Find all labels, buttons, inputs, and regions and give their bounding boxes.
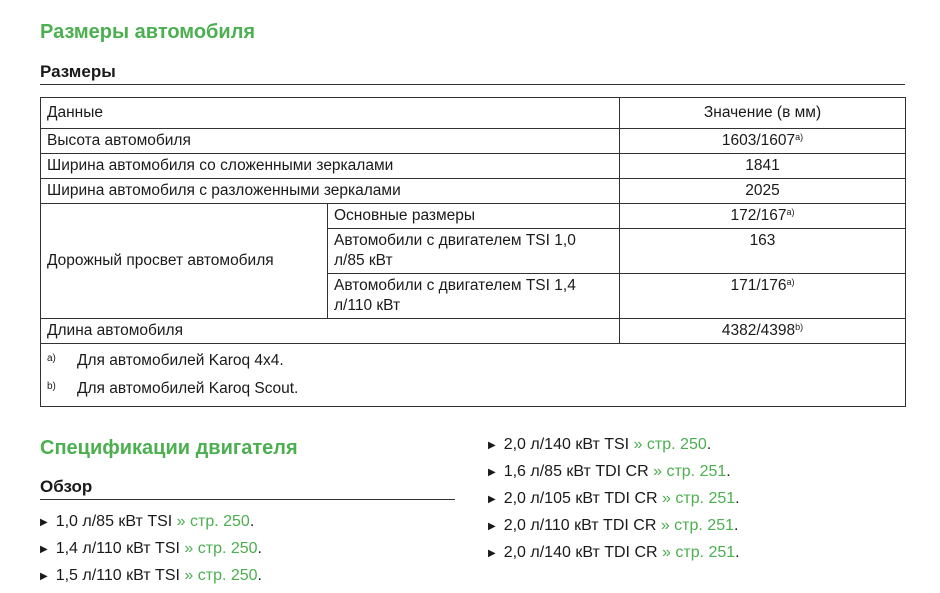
page-ref-link[interactable]: » стр. 251 [662,544,736,561]
triangle-bullet-icon: ▶ [40,517,48,528]
width-unfolded-label: Ширина автомобиля с разложенными зеркалами [41,179,620,204]
clearance-sub-label: Автомобили с двигателем TSI 1,4 л/110 кВт [328,274,620,319]
page-ref-link[interactable]: » стр. 250 [184,567,258,584]
triangle-bullet-icon: ▶ [40,544,48,555]
table-row [41,319,906,344]
page-ref-link[interactable]: » стр. 250 [176,513,250,530]
list-item: ▶ 1,0 л/85 кВт TSI » стр. 250 . [40,509,262,536]
triangle-bullet-icon: ▶ [40,571,48,582]
page-ref-link[interactable]: » стр. 251 [653,463,727,480]
table-row [41,154,906,179]
length-note: b) [795,322,804,332]
overview-rule [40,499,455,500]
subtitle-rule [40,84,905,85]
height-value: 1603/1607 [721,132,796,149]
engine-section-title: Спецификации двигателя [40,437,298,459]
header-value: Значение (в мм) [620,98,906,129]
engine-list-right [488,432,740,567]
width-folded-value: 1841 [620,154,906,179]
clearance-value: 163 [620,229,906,274]
table-row [41,204,906,229]
triangle-bullet-icon: ▶ [488,548,496,559]
clearance-value: 171/176 [730,277,787,294]
page-ref-link[interactable]: » стр. 250 [184,540,258,557]
footnote-text: Для автомобилей Karoq 4x4. [77,352,284,369]
footnote-mark: a) [47,353,56,364]
footnote [47,376,899,404]
table-row [41,179,906,204]
clearance-note: a) [786,277,795,287]
page-ref-link[interactable]: » стр. 251 [662,490,736,507]
clearance-value: 172/167 [730,207,787,224]
footnote-mark: b) [47,381,56,392]
clearance-sub-label: Автомобили с двигателем TSI 1,0 л/85 кВт [328,229,620,274]
width-unfolded-value: 2025 [620,179,906,204]
list-item: ▶ 2,0 л/105 кВт TDI CR » стр. 251 . [488,486,740,513]
triangle-bullet-icon: ▶ [488,440,496,451]
footnotes-row [41,344,906,407]
page-title: Размеры автомобиля [40,21,256,43]
table-row [41,129,906,154]
clearance-note: a) [786,207,795,217]
list-item: ▶ 1,6 л/85 кВт TDI CR » стр. 251 . [488,459,740,486]
clearance-label: Дорожный просвет автомобиля [41,204,328,319]
length-value: 4382/4398 [721,322,796,339]
triangle-bullet-icon: ▶ [488,467,496,478]
page-ref-link[interactable]: » стр. 250 [633,436,707,453]
overview-subtitle: Обзор [40,477,93,496]
dimensions-subtitle: Размеры [40,62,116,81]
length-label: Длина автомобиля [41,319,620,344]
table-header-row [41,98,906,129]
width-folded-label: Ширина автомобиля со сложенными зеркалами [41,154,620,179]
page-ref-link[interactable]: » стр. 251 [660,517,734,534]
list-item: ▶ 1,5 л/110 кВт TSI » стр. 250 . [40,563,262,590]
height-note: a) [795,132,804,142]
clearance-sub-label: Основные размеры [328,204,620,229]
list-item: ▶ 2,0 л/140 кВт TDI CR » стр. 251 . [488,540,740,567]
footnote [47,348,899,376]
footnote-text: Для автомобилей Karoq Scout. [77,380,299,397]
height-label: Высота автомобиля [41,129,620,154]
triangle-bullet-icon: ▶ [488,521,496,532]
list-item: ▶ 1,4 л/110 кВт TSI » стр. 250 . [40,536,262,563]
list-item: ▶ 2,0 л/110 кВт TDI CR » стр. 251 . [488,513,740,540]
engine-list-left [40,509,262,590]
header-data: Данные [41,98,620,129]
dimensions-table [40,97,906,407]
list-item: ▶ 2,0 л/140 кВт TSI » стр. 250 . [488,432,740,459]
triangle-bullet-icon: ▶ [488,494,496,505]
